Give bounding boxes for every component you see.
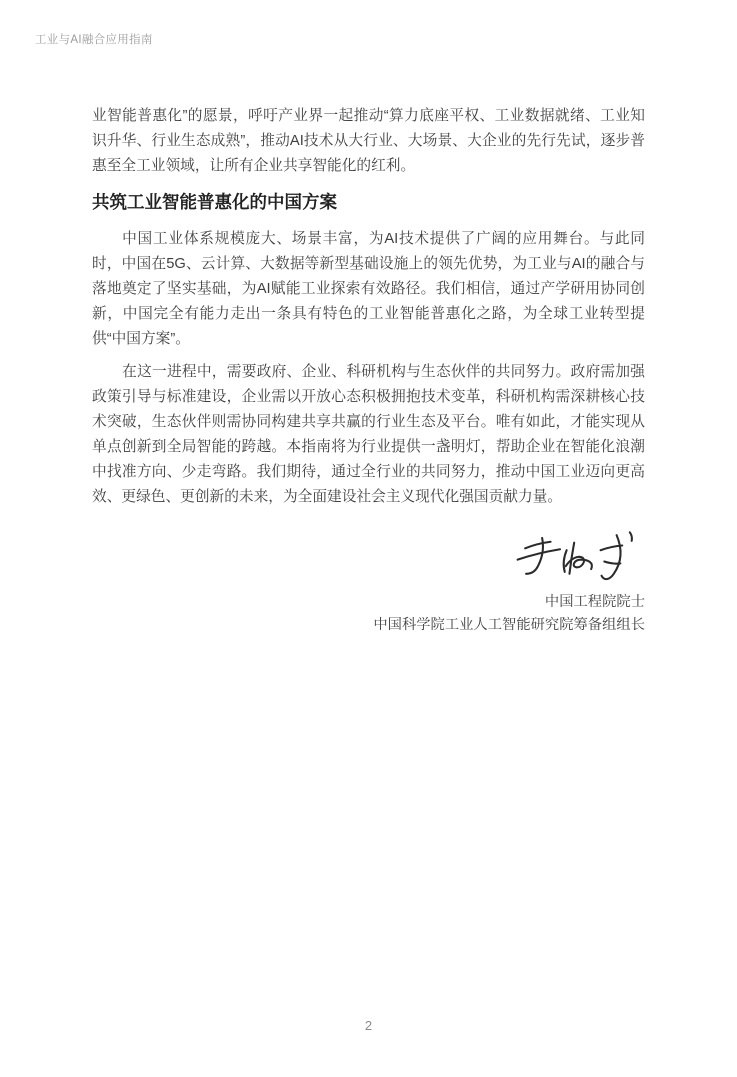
running-header: 工业与AI融合应用指南 (35, 34, 153, 46)
paragraph-continuation: 业智能普惠化”的愿景，呼吁产业界一起推动“算力底座平权、工业数据就绪、工业知识升华、行业生态成熟”，推动AI技术从大行业、大场景、大企业的先行先试，逐步普惠至全工业领域，让所有企业共享智能化的红利。 (92, 108, 645, 174)
page-number: 2 (364, 1018, 373, 1033)
page-content (92, 104, 645, 637)
signature-title: 中国工程院院士 (544, 594, 645, 610)
section-heading: 共筑工业智能普惠化的中国方案 (92, 192, 337, 212)
signature-block (92, 522, 645, 637)
signature-title: 中国科学院工业人工智能研究院筹备组组长 (373, 617, 645, 633)
paragraph: 中国工业体系规模庞大、场景丰富，为AI技术提供了广阔的应用舞台。与此同时，中国在5G、云计算、大数据等新型基础设施上的领先优势，为工业与AI的融合与落地奠定了坚实基础，为AI赋能工业探索有效路径。我们相信，通过产学研用协同创新，中国完全有能力走出一条具有特色的工业智能普惠化之路，为全球工业转型提供“中国方案”。 (92, 231, 645, 347)
handwritten-signature (511, 522, 643, 586)
paragraph: 在这一进程中，需要政府、企业、科研机构与生态伙伴的共同努力。政府需加强政策引导与标准建设，企业需以开放心态积极拥抱技术变革，科研机构需深耕核心技术突破，生态伙伴则需协同构建共享共赢的行业生态及平台。唯有如此，才能实现从单点创新到全局智能的跨越。本指南将为行业提供一盏明灯，帮助企业在智能化浪潮中找准方向、少走弯路。我们期待，通过全行业的共同努力，推动中国工业迈向更高效、更绿色、更创新的未来，为全面建设社会主义现代化强国贡献力量。 (92, 364, 645, 505)
